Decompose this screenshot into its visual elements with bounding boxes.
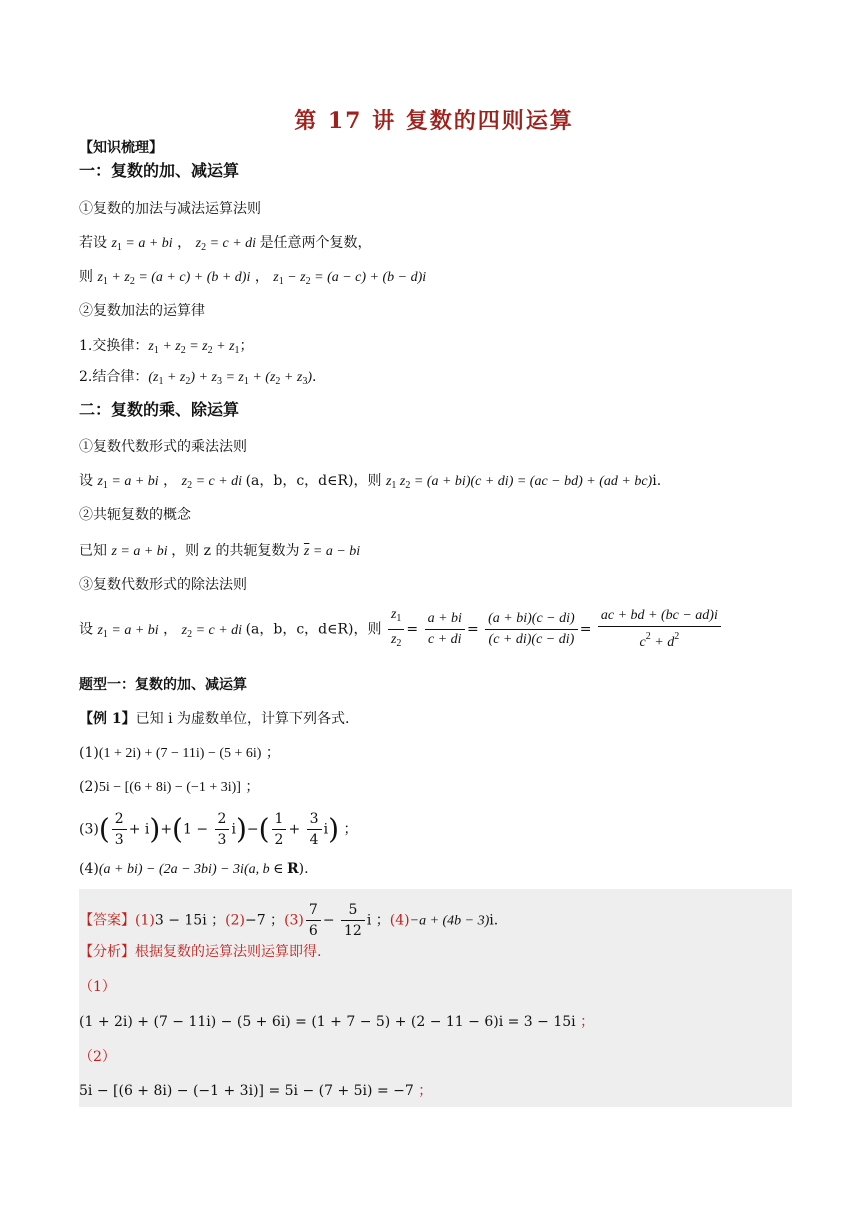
part1-solution: (1 + 2i) + (7 − 11i) − (5 + 6i) = (1 + 7 − 5) + (2 − 11 − 6)i = 3 − 15i ； — [79, 1014, 595, 1030]
analysis-line — [79, 943, 321, 961]
law1-line: 1.交换律：$z_1 + z_2 = z_2 + z_1$； — [79, 338, 254, 356]
part1-label: （1） — [79, 979, 116, 995]
example-label: 【例 1】 — [79, 711, 136, 727]
type1-heading: 题型一：复数的加、减运算 — [79, 677, 247, 693]
example-line — [79, 710, 349, 728]
law1-label: 1.交换律： — [79, 338, 149, 354]
answer-line: 【答案】(1)3 − 15i ；(2)−7 ；(3) $\frac{7}{6}$ − $\frac{5}{12}$ i ；(4)−a + (4b − 3)i. — [79, 902, 499, 939]
analysis-text: 根据复数的运算法则运算即得. — [135, 944, 322, 960]
part2-solution: 5i − [(6 + 8i) − (−1 + 3i)] = 5i − (7 + 5i) = −7 ； — [79, 1083, 433, 1099]
sec2-item2: ②共轭复数的概念 — [79, 507, 191, 523]
example-text: 已知 i 为虚数单位，计算下列各式. — [135, 711, 350, 727]
law2-line: 2.结合律：$(z_1 + z_2) + z_3 = z_1 + (z_2 + z_3)$. — [79, 369, 317, 387]
formula-z2: $z_2 = c$ + di — [195, 236, 260, 253]
assume-prefix: 若设 — [79, 235, 107, 251]
formula-sum: $z_1 + z_2 = (a + c) + (b + d)i$ — [97, 270, 251, 287]
page-title: 第 17 讲 复数的四则运算 — [294, 108, 574, 134]
section-1-heading: 一：复数的加、减运算 — [79, 161, 240, 180]
analysis-label: 【分析】 — [79, 944, 135, 960]
sec1-item2: ②复数加法的运算律 — [79, 303, 205, 319]
set-prefix: 设 — [79, 473, 93, 489]
example-q1: (1)(1 + 2i) + (7 − 11i) − (5 + 6i) ； — [79, 745, 280, 761]
known-mid: ，则 z 的共轭复数为 — [171, 543, 300, 559]
answer-label: 【答案】 — [79, 912, 135, 929]
sec1-then-line: 则 $z_1 + z_2 = (a + c) + (b + d)i$ ， $z_1 - z_2 = (a - c) + (b - d)i$ — [79, 269, 427, 287]
then-prefix: 则 — [79, 269, 93, 285]
sec2-item3: ③复数代数形式的除法法则 — [79, 577, 247, 593]
example-q2: (2)5i − [(6 + 8i) − (−1 + 3i)] ； — [79, 779, 260, 795]
division-rule-line: 设 $z_1 = a$ + bi ， $z_2 = c$ + di (a，b，c，d∈R)，则 $\frac{z_1}{z_2}$ = $\frac{a + bi}{c + di}$ = $\frac{(a + bi)(c - di)}{(c + di)(c - di)}$ = $\frac{ac + bd + (bc - ad)i}{c^2 + d^2}$ — [79, 605, 723, 657]
knowledge-header: 【知识梳理】 — [79, 140, 163, 156]
mult-rule-line: 设 $z_1 = a$ + bi ， $z_2 = c$ + di (a，b，c，d∈R)，则 $z_1$ $z_2 = (a + bi)(c + di) = (ac - bd) + (ad + bc)i$. — [79, 473, 662, 491]
known-prefix: 已知 — [79, 543, 107, 559]
example-q4: (4)(a + bi) − (2a − 3bi) − 3i(a, b ∈ R). — [79, 861, 309, 877]
mult-cond: (a，b，c，d∈R)，则 — [245, 473, 382, 489]
sec1-assume-line: 若设 $z_1 = a$ + bi ， $z_2 = c$ + di 是任意两个复数， — [79, 235, 372, 253]
conjugate-line: 已知 z = a + bi ，则 z 的共轭复数为 $\overline{z} = a$ − bi — [79, 543, 361, 559]
sec2-item1: ①复数代数形式的乘法法则 — [79, 439, 247, 455]
example-q3: (3)( $\frac{2}{3}$ + i)+(1 − $\frac{2}{3}$ i)−( $\frac{1}{2}$ + $\frac{3}{4}$ i) ； — [79, 811, 358, 848]
section-2-heading: 二：复数的乘、除运算 — [79, 400, 240, 419]
assume-suffix: 是任意两个复数， — [259, 235, 372, 251]
div-cond: (a，b，c，d∈R)，则 — [245, 621, 382, 638]
formula-z1: $z_1 = a$ + bi — [111, 236, 173, 253]
formula-diff: $z_1 - z_2 = (a - c) + (b - d)i$ — [273, 270, 427, 287]
sec1-item1: ①复数的加法与减法运算法则 — [79, 201, 261, 217]
law2-label: 2.结合律： — [79, 369, 149, 385]
part2-label: （2） — [79, 1049, 116, 1065]
